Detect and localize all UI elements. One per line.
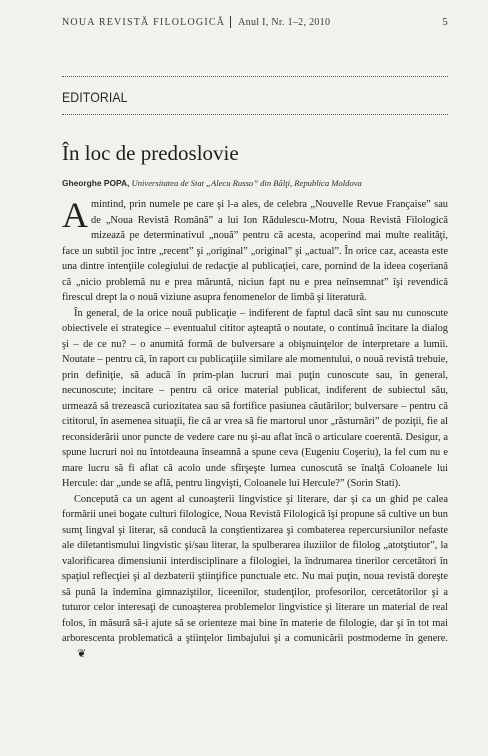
author-name: Gheorghe POPA, — [62, 178, 130, 188]
issue-info: Anul I, Nr. 1–2, 2010 — [238, 16, 331, 28]
journal-name: NOUA REVISTĂ FILOLOGICĂ — [62, 16, 226, 28]
end-of-article-icon: ❦ — [77, 647, 87, 660]
byline — [62, 178, 448, 188]
page-number: 5 — [442, 16, 448, 28]
dotted-rule-bottom — [62, 114, 448, 115]
author-affiliation: Universitatea de Stat „Alecu Russo” din Bălţi, Republica Moldova — [131, 178, 362, 188]
paragraph-1 — [62, 197, 448, 306]
article-body — [62, 197, 448, 662]
paragraph-3 — [62, 492, 448, 663]
article-title: În loc de predoslovie — [62, 141, 239, 165]
section-label: EDITORIAL — [62, 89, 128, 105]
paragraph-1-text: mintind, prin numele pe care şi l-a ales, de celebra „Nouvelle Revue Française” sau de „Noua Revistă Română” a lui Ion Rădulescu-Motru, Noua Revistă Filologică mizează pe determinativul „nouă” pentru că acesta, acoperind mai multe realităţi, face un subtil joc între „recent” şi „original” „original” şi „actual”. În orice caz, aceasta este una dintre intenţiile colegiului de redacţie al publicaţiei, care, pornind de la ideea coşeriană că „nicio problemă nu e prea măruntă, niciun fapt nu e prea neînsemnat” îşi revendică firescul drept la o nouă viziune asupra fenomenelor de limbă şi literatură. — [62, 199, 448, 303]
paragraph-2: În general, de la orice nouă publicaţie – indiferent de faptul dacă sînt sau nu cunoscute obiectivele ei strategice – eventualul cititor aşteaptă o noutate, o continuă încitare la dialog şi – de ce nu? – o anumită formă de bulversare a obişnuinţelor de interpretare a lumii. Noutate – pentru că, în raport cu publicaţiile similare ale momentului, o nouă revistă trebuie, prin definiţie, să aducă în prim-plan lucruri mai puţin cunoscute sau, în general, necunoscute; incitare – pentru că orice material publicat, indiferent de subiectul său, urmează să trezească curiozitatea sau să fortifice pasiunea căutărilor; bulversare – pentru că cititorul, în asemenea situaţii, fie că ar vrea să fie martorul unor „răsturnări” de poziţii, fie al reconsiderării unor puncte de vedere care nu şi-au aflat încă o articulare coerentă. Desigur, a spune lucruri noi nu întotdeauna înseamnă a spune ceva (Eugeniu Coşeriu), la fel cum nu e mare lucru să fi aflat că acolo unde sfîrşeşte lumea cunoscută se înalţă Coloanele lui Hercule: dar „unde se află, pentru lingvişti, Coloanele lui Hercule?” (Sorin Stati). — [62, 307, 448, 489]
running-header — [62, 14, 448, 30]
header-divider — [230, 16, 231, 28]
drop-cap: A — [62, 195, 88, 235]
dotted-rule-top — [62, 76, 448, 77]
paragraph-3-text: Concepută ca un agent al cunoaşterii lingvistice şi literare, dar şi ca un ghid pe calea formării unei bogate culturi filologice, Noua Revistă Filologică îşi propune să cultive un bun sumţ lingval şi literar, să conducă la conştientizarea şi combaterea repercursiunilor nefaste ale diletantismului lingvistic şi/sau literar, la spulberarea iluziilor de filolog „atotştiutor”, la valorificarea dimensiunii interdisciplinare a filologiei, la îndrumarea tinerilor cercetători în spaţiul reflecţiei şi al dezbaterii ştiinţifice punctuale etc. Nu mai puţin, noua revistă doreşte să pună la îndemîna gimnaziştilor, liceenilor, studenţilor, profesorilor, cercetătorilor şi a tuturor celor interesaţi de cunoaşterea problemelor lingvistice şi literare un material de real folos, în măsură să-i ajute să se orienteze mai bine în materie de filologie, dar şi în tot mai arborescenta problematică a ştiinţelor limbajului şi a comunicării postmoderne în genere. — [62, 493, 448, 644]
